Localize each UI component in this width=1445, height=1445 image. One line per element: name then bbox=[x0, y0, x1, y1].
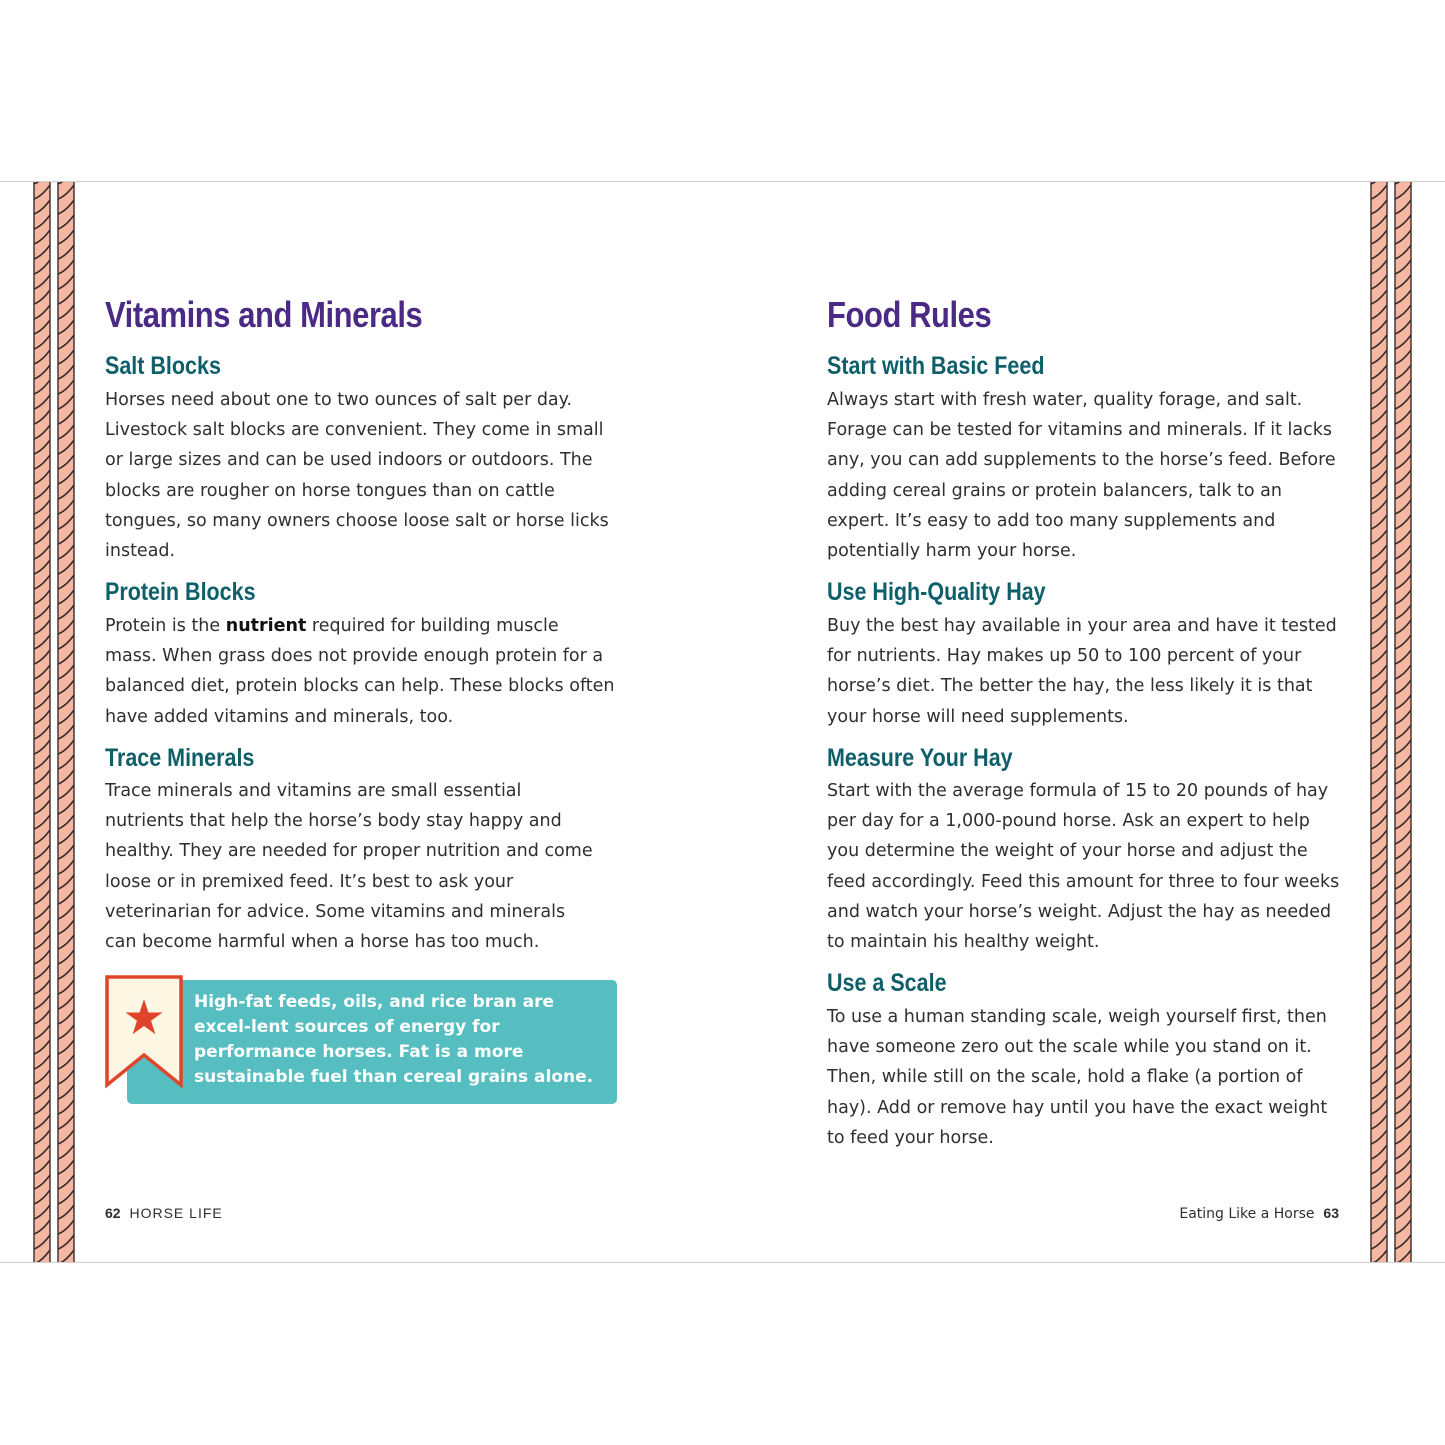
glossary-term: nutrient bbox=[225, 616, 307, 636]
section-body: Horses need about one to two ounces of salt per day. Livestock salt blocks are convenient. They come in small or large sizes and can be used indoors or outdoors. The blocks are rougher on horse tongues than on cattle tongues, so many owners choose loose salt or horse licks instead. bbox=[105, 390, 609, 562]
star-icon bbox=[105, 975, 183, 1089]
section-body: Start with the average formula of 15 to 20 pounds of hay per day for a 1,000-pound horse. Ask an expert to help you determine the weight of your horse and adjust the feed accordingly. Feed this amount for three to four weeks and watch your horse’s weight. Adjust the hay as needed to maintain his healthy weight. bbox=[827, 781, 1340, 953]
section-heading: Use High-Quality Hay bbox=[827, 578, 1046, 606]
rope-border-icon bbox=[57, 182, 75, 1262]
section-heading: Start with Basic Feed bbox=[827, 352, 1045, 380]
section-body: Buy the best hay available in your area and have it tested for nutrients. Hay makes up 50 to 100 percent of your horse’s diet. The better the hay, the less likely it is that your horse will need supplements. bbox=[827, 616, 1337, 727]
chapter-name: Eating Like a Horse bbox=[1179, 1206, 1315, 1222]
section-heading: Protein Blocks bbox=[105, 578, 256, 606]
rope-border-icon bbox=[1370, 182, 1388, 1262]
left-footer bbox=[105, 1205, 223, 1222]
right-footer bbox=[1179, 1205, 1339, 1222]
book-spread bbox=[0, 181, 1445, 1263]
callout-text: High-fat feeds, oils, and rice bran are excel-lent sources of energy for performance horses. Fat is a more sustainable fuel than cereal grains alone. bbox=[194, 992, 594, 1087]
rope-border-icon bbox=[1394, 182, 1412, 1262]
book-title: HORSE LIFE bbox=[129, 1205, 223, 1221]
section-body: To use a human standing scale, weigh yourself first, then have someone zero out the scale while you stand on it. Then, while still on the scale, hold a flake (a portion of hay). Add or remove hay until you have the exact weight to feed your horse. bbox=[827, 1007, 1328, 1148]
chapter-title: Food Rules bbox=[827, 294, 992, 335]
section-body: Trace minerals and vitamins are small essential nutrients that help the horse’s body stay happy and healthy. They are needed for proper nutrition and come loose or in premixed feed. It’s best to ask your veterinarian for advice. Some vitamins and minerals can become harmful when a horse has too much. bbox=[105, 781, 593, 953]
section-heading: Measure Your Hay bbox=[827, 744, 1013, 772]
section-body: Always start with fresh water, quality forage, and salt. Forage can be tested for vitamins and minerals. If it lacks any, you can add supplements to the horse’s feed. Before adding cereal grains or protein balancers, talk to an expert. It’s easy to add too many supplements and potentially harm your horse. bbox=[827, 390, 1336, 562]
section-heading: Use a Scale bbox=[827, 969, 947, 997]
section-heading: Trace Minerals bbox=[105, 744, 255, 772]
rope-border-icon bbox=[33, 182, 51, 1262]
page-number: 62 bbox=[105, 1205, 121, 1221]
section-heading: Salt Blocks bbox=[105, 352, 221, 380]
page-number: 63 bbox=[1323, 1205, 1339, 1221]
chapter-title: Vitamins and Minerals bbox=[105, 294, 423, 335]
section-body: Protein is the nutrient required for building muscle mass. When grass does not provide enough protein for a balanced diet, protein blocks can help. These blocks often have added vitamins and minerals, too. bbox=[105, 616, 615, 727]
